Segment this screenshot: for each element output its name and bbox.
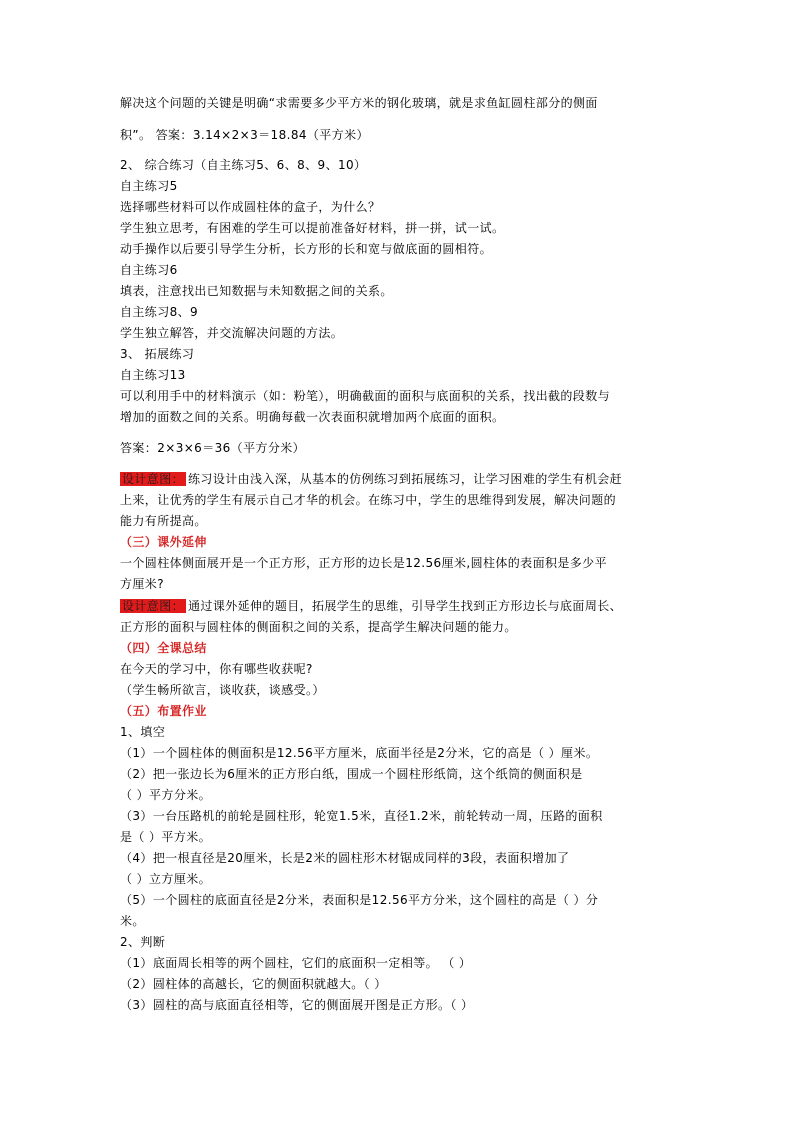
paragraph-line: 解决这个问题的关键是明确“求需要多少平方米的钢化玻璃，就是求鱼缸圆柱部分的侧面 xyxy=(120,96,598,110)
section-heading-red: （三）课外延伸 xyxy=(120,535,207,549)
design-intent-tag: 设计意图： xyxy=(122,472,185,486)
paragraph-line: 一个圆柱体侧面展开是一个正方形，正方形的边长是12.56厘米,圆柱体的表面积是多少平 xyxy=(120,556,607,570)
exercise-item: （3）圆柱的高与底面直径相等，它的侧面展开图是正方形。（ ） xyxy=(120,998,474,1012)
paragraph-line: 积”。 答案：3.14×2×3＝18.84（平方米） xyxy=(120,128,369,142)
exercise-item: （1）底面周长相等的两个圆柱，它们的底面积一定相等。 （ ） xyxy=(120,956,472,970)
design-intent-tag: 设计意图： xyxy=(122,599,185,613)
paragraph-line: 学生独立思考，有困难的学生可以提前准备好材料，拼一拼，试一试。 xyxy=(120,221,505,235)
design-intent-line xyxy=(120,598,680,615)
exercise-item: （5）一个圆柱的底面直径是2分米，表面积是12.56平方分米，这个圆柱的高是（ ）分 xyxy=(120,893,599,907)
design-intent-text: 通过课外延伸的题目，拓展学生的思维，引导学生找到正方形边长与底面周长、 xyxy=(188,599,623,613)
exercise-item: （ ）平方分米。 xyxy=(120,788,212,802)
exercise-item: 米。 xyxy=(120,914,145,928)
paragraph-line: 能力有所提高。 xyxy=(120,514,207,528)
paragraph-line: 在今天的学习中，你有哪些收获呢? xyxy=(120,662,313,676)
paragraph-line: 增加的面数之间的关系。明确每截一次表面积就增加两个底面的面积。 xyxy=(120,410,505,424)
answer-line: 答案：2×3×6＝36（平方分米） xyxy=(120,441,306,455)
paragraph-line: 学生独立解答，并交流解决问题的方法。 xyxy=(120,326,344,340)
design-intent-text: 练习设计由浅入深，从基本的仿例练习到拓展练习，让学习困难的学生有机会赶 xyxy=(188,472,623,486)
exercise-heading: 1、填空 xyxy=(120,725,166,739)
paragraph-line: 可以利用手中的材料演示（如：粉笔），明确截面的面积与底面积的关系，找出截的段数与 xyxy=(120,389,611,403)
paragraph-line: （学生畅所欲言，谈收获，谈感受。） xyxy=(120,683,325,697)
section-heading-red: （五）布置作业 xyxy=(120,704,207,718)
paragraph-line: 方厘米? xyxy=(120,577,164,591)
design-intent-line xyxy=(120,471,680,488)
section-heading: 2、 综合练习（自主练习5、6、8、9、10） xyxy=(120,158,367,172)
paragraph-line: 自主练习6 xyxy=(120,263,178,277)
exercise-item: （3）一台压路机的前轮是圆柱形，轮宽1.5米，直径1.2米，前轮转动一周，压路的面积 xyxy=(120,809,603,823)
exercise-heading: 2、判断 xyxy=(120,935,166,949)
paragraph-line: 动手操作以后要引导学生分析，长方形的长和宽与做底面的圆相符。 xyxy=(120,242,493,256)
exercise-item: （4）把一根直径是20厘米，长是2米的圆柱形木材锯成同样的3段，表面积增加了 xyxy=(120,851,570,865)
paragraph-line: 自主练习8、9 xyxy=(120,305,199,319)
exercise-item: （1）一个圆柱体的侧面积是12.56平方厘米，底面半径是2分米，它的高是（ ）厘米。 xyxy=(120,746,599,760)
exercise-item: 是（ ）平方米。 xyxy=(120,830,212,844)
section-heading-red: （四）全课总结 xyxy=(120,641,207,655)
paragraph-line: 自主练习13 xyxy=(120,368,186,382)
paragraph-line: 上来，让优秀的学生有展示自己才华的机会。在练习中，学生的思维得到发展，解决问题的 xyxy=(120,493,617,507)
paragraph-line: 正方形的面积与圆柱体的侧面积之间的关系，提高学生解决问题的能力。 xyxy=(120,620,517,634)
paragraph-line: 填表，注意找出已知数据与未知数据之间的关系。 xyxy=(120,284,393,298)
paragraph-line: 自主练习5 xyxy=(120,179,178,193)
exercise-item: （2）把一张边长为6厘米的正方形白纸，围成一个圆柱形纸筒，这个纸筒的侧面积是 xyxy=(120,767,583,781)
exercise-item: （2）圆柱体的高越长，它的侧面积就越大。（ ） xyxy=(120,977,387,991)
paragraph-line: 选择哪些材料可以作成圆柱体的盒子，为什么？ xyxy=(120,200,381,214)
exercise-item: （ ）立方厘米。 xyxy=(120,872,212,886)
section-heading: 3、 拓展练习 xyxy=(120,347,195,361)
